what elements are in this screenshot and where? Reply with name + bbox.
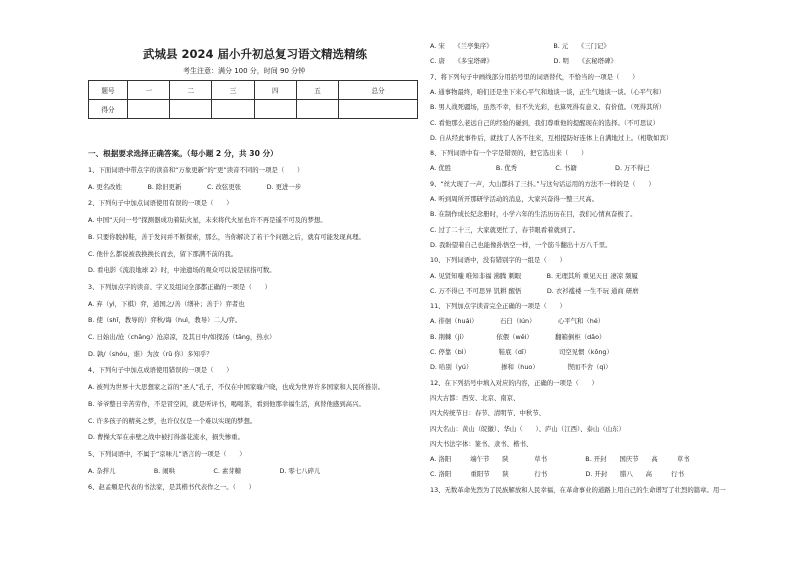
score-header-cell: 一 (128, 81, 170, 100)
question-line: 1、下面词语中带点字的读音和“万象更新”的“更”读音不同的一项是（ ） (88, 166, 304, 174)
answer-option-line: A. 听到周所开那研学活动的消息，大家兴奋得一整三尺高。 (430, 195, 599, 203)
question-line: 4、下列句子中加点成语使用错误的一项是（ ） (88, 366, 233, 375)
score-header-cell: 总分 (339, 81, 418, 100)
score-cell[interactable] (296, 100, 338, 119)
question-line: 5、下列词语中，不属于“京味儿”语言的一项是（ ） (88, 449, 246, 458)
answer-option-line: D. 曹操大军在赤壁之战中被打得落花流水，损失惨重。 (88, 433, 244, 442)
answer-option-line: A. 洛阳 端午节 陕 草书 B. 开封 国庆节 高 草书 (430, 455, 690, 464)
answer-option-line: C. 他什么都说被我换换长而去，留下那满不前的我。 (88, 249, 238, 258)
answer-option-line: A. 中国“天问一号”探测器成功着陆火星，未来将代火星也许不再是遥不可及的梦想。 (88, 216, 327, 225)
answer-option-line: C. 洛阳 重阳节 陕 行书 D. 开封 腊八 高 行书 (430, 470, 684, 479)
score-cell[interactable] (128, 100, 170, 119)
answer-option-line: D. 孰/（shóu，谁）为汝（rǔ 你）多知乎？ (88, 349, 213, 358)
question-line: 四大古都：西安、北京、南京、 (430, 393, 520, 402)
answer-option-line: A. 弃（yì，下棋）弈，道国之/善（缮补；善于）弈者也 (88, 299, 245, 308)
answer-option-line: A. 徘徊（huái） 石臼（lún） 心平气和（hé） (430, 317, 605, 326)
answer-option-line: D. 看电影《流浪地球 2》时，中途遗场的观众可以说是屈指可数。 (88, 266, 276, 275)
score-header-cell: 二 (170, 81, 212, 100)
score-cell[interactable] (254, 100, 296, 119)
score-cell[interactable] (339, 100, 418, 119)
answer-option-line: B. 爷爷整日辛苦劳作，不是冒空闲，就是听评书，喝喝茶，看到他那幸福生活，真替他感到高兴。 (88, 399, 365, 408)
answer-option-line: C. 过了二十三，大家就更忙了，春节眼看着就到了。 (430, 225, 580, 234)
question-line: 10、下列词语中，没有错别字的一组是（ ） (430, 256, 566, 265)
answer-option-line: B. 男人战死疆场，虽然不幸，但不失光彩，也算死得有意义、有价值。（死得其所） (430, 103, 666, 112)
answer-option-line: C. 停靠（bì） 鞋底（dī） 司空见惯（kōng） (430, 348, 613, 356)
answer-option-line: D. 我盼望着自己也能像孙悟空一样，一个筋斗翻出十万八千里。 (430, 240, 612, 249)
answer-option-line: B. 荆棘（jí） 依偎（wěi） 翻箱倒柜（dǎo） (430, 332, 606, 341)
score-header-cell: 五 (296, 81, 338, 100)
question-line: 四大名山：黄山（皖徽）、华山（ ）、庐山（江西）、泰山（山东） (430, 424, 625, 433)
section-heading: 一、根据要求选择正确答案。（每小题 2 分，共 30 分） (88, 149, 278, 158)
answer-option-line: D. 自从经此事件后，就找了人各不往来，互相提防好连体上自满地过上。（相敬如宾） (430, 133, 673, 142)
score-table-score-row (89, 100, 418, 119)
answer-option-line: D. 哈别（yú） 掺和（huo） 锲而不舍（qì） (430, 363, 612, 372)
question-line: 3、下列加点字的读音、字义及组词全部都正确的一项是（ ） (88, 282, 272, 291)
score-header-cell: 题号 (89, 81, 128, 100)
question-line: 12、在下列括号中填入对应的内容，正确的一项是（ ） (430, 378, 598, 387)
score-row-label: 得分 (89, 100, 128, 119)
answer-option-line: A. 见贤知嗤 唯知非福 沸腾 刺眼 B. 无理其所 重见天日 凄凉 频履 (430, 271, 638, 280)
exam-note: 考生注意：满分 100 分，时间 90 分钟 (183, 67, 306, 75)
answer-option-line: A. 宋 《兰亭集序》 B. 元 《三门记》 (430, 42, 610, 50)
answer-option-line: A. 杂拌儿 B. 闹哄 C. 素芽糖 D. 零七八碎儿 (88, 466, 321, 475)
answer-option-line: C. 许多孩子的精英之梦，也许仅仅是一个难以实现的梦想。 (88, 416, 257, 425)
answer-option-line: B. 使（shǐ，教导的）弈秋/诲（huì，教导）二人/弈。 (88, 316, 242, 325)
score-table (88, 80, 418, 119)
score-header-cell: 四 (254, 81, 296, 100)
answer-option-line: C. 看他那么老远自己的经验的碰到，我们尊重他的提醒现在的选择。（不可思议） (430, 118, 659, 127)
page-title: 武城县 2024 届小升初总复习语文精选精练 (143, 47, 368, 61)
answer-option-line: A. 优胜 B. 优秀 C. 书籍 D. 万不得已 (430, 164, 650, 173)
answer-option-line: A. 被列为世界十大思想家之首的“圣人”孔子，不仅在中国家喻户晓，也成为世界许多国家和人民所推崇。 (88, 383, 385, 392)
answer-option-line: C. 万不得已 不可思异 饥耕 醒悟 D. 衣衫褴褛 一生不玩 通商 研磨 (430, 286, 639, 295)
question-line: 6、赵孟頫是代表的书法家，是其楷书代表作之一。（ ） (88, 483, 256, 492)
answer-option-line: C. 唐 《多宝塔碑》 D. 明 《玄秘塔碑》 (430, 57, 617, 66)
answer-option-line: B. 只要你脱掉鞋，善于发问并不断探索，那么，当你解决了若干个问题之后，就有可能发现真理。 (88, 232, 365, 241)
answer-option-line: B. 在制作成长纪念册时，小学六年的生活历历在目，我们心情真奋极了。 (430, 210, 637, 219)
score-table-header-row (89, 81, 418, 100)
score-cell[interactable] (212, 100, 254, 119)
answer-option-line: A. 更名改姓 B. 除旧更新 C. 改弦更张 D. 更进一步 (88, 182, 302, 191)
question-line: 13、无数革命先烈为了民族解放和人民幸福，在革命事业的道路上用自己的生命谱写了壮烈的篇章。用一 (430, 485, 726, 494)
answer-option-line: A. 通事物最终，咱们还是坐下来心平气和地谈一谈，正生气地谈一谈。（心平气和） (430, 87, 666, 96)
question-line: 2、下列句子中加点词语使用有误的一项是（ ） (88, 199, 233, 208)
answer-option-line: C. 日始出/沧（chāng）沧凉凉，及其日中/如探汤（tāng，热水） (88, 333, 276, 341)
question-line: 9、“丝大现了一声，大山都抖了三抖。”与这句话运用的方法不一样的是（ ） (430, 179, 655, 188)
question-line: 11、下列加点字读音完全正确的一项是（ ） (430, 302, 566, 311)
question-line: 7、将下列句子中画线部分用括号里的词语替代，不恰当的一项是（ ） (430, 72, 639, 81)
score-header-cell: 三 (212, 81, 254, 100)
question-line: 四大书法字体：篆书、隶书、楷书、 (430, 439, 533, 448)
score-cell[interactable] (170, 100, 212, 119)
question-line: 四大传统节日：春节、清明节、中秋节、 (430, 409, 546, 418)
question-line: 8、下列词语中有一个字是错误的，把它选出来（ ） (430, 149, 588, 158)
